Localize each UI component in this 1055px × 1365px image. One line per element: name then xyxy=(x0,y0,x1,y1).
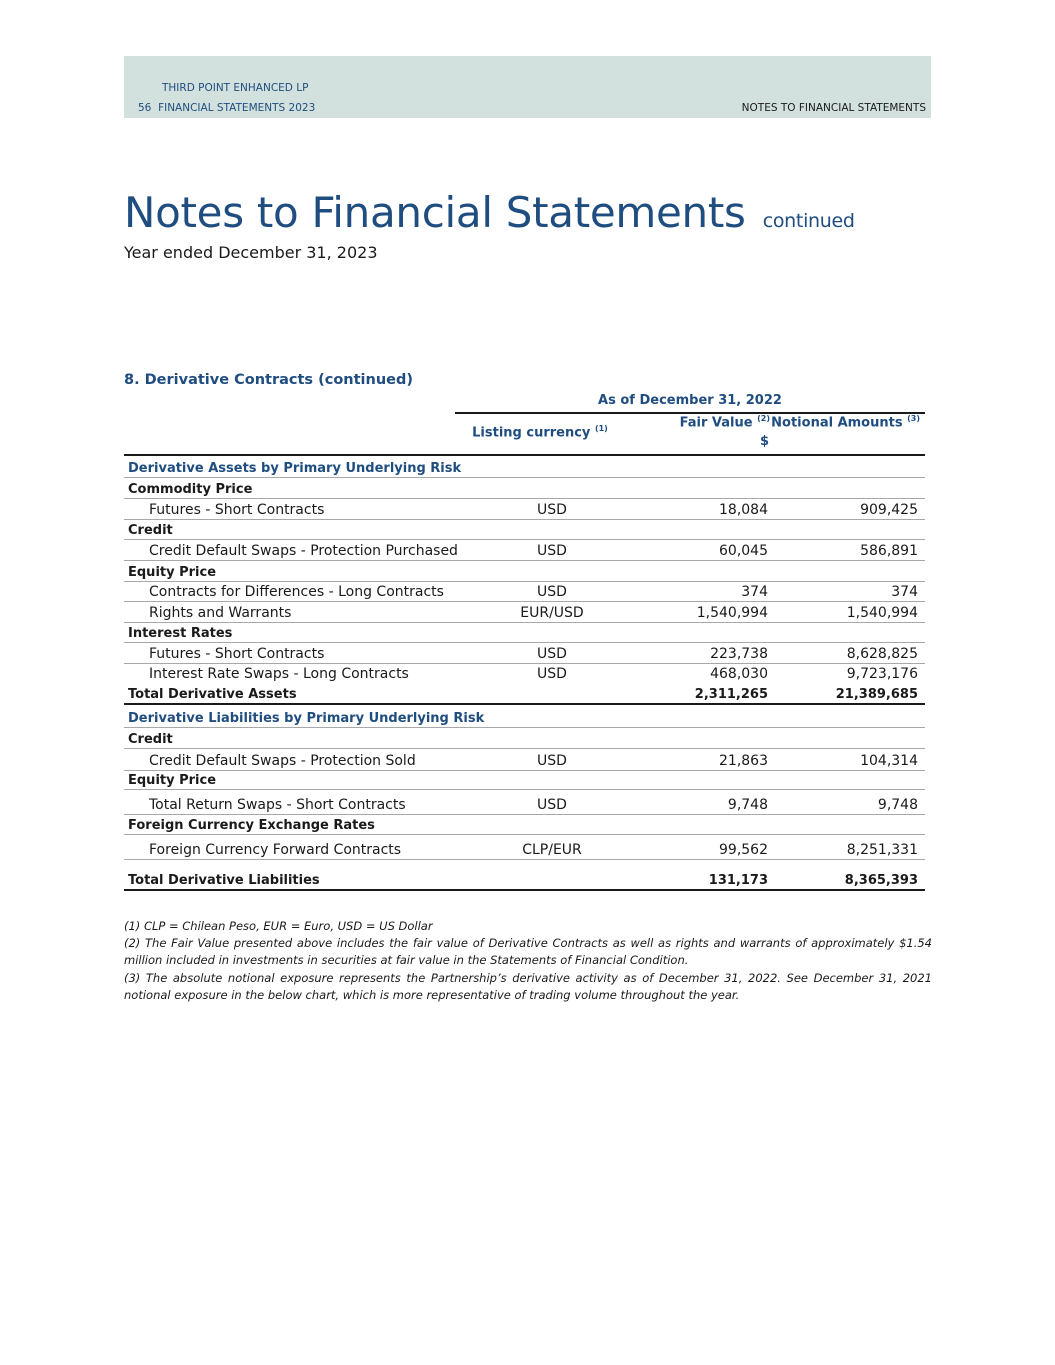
col-header-currency-label: Listing currency xyxy=(472,425,591,441)
table-row xyxy=(124,561,925,582)
row-label: Credit Default Swaps - Protection Sold xyxy=(149,753,416,769)
table-row xyxy=(124,815,925,835)
row-currency: EUR/USD xyxy=(520,605,584,621)
header-section: NOTES TO FINANCIAL STATEMENTS xyxy=(741,102,926,114)
table-row xyxy=(124,835,925,860)
row-label: Futures - Short Contracts xyxy=(149,502,325,518)
row-currency: USD xyxy=(537,543,567,559)
row-fair-value: 21,863 xyxy=(719,753,768,769)
page-title xyxy=(124,188,855,237)
header-page-number: 56 xyxy=(138,102,152,114)
row-currency: CLP/EUR xyxy=(522,842,582,858)
table-row xyxy=(124,705,925,728)
col-header-fair-value-note: (2) xyxy=(757,414,770,423)
row-fair-value: 9,748 xyxy=(727,797,768,813)
row-currency: USD xyxy=(537,753,567,769)
row-notional: 8,628,825 xyxy=(846,646,918,662)
page-subtitle: Year ended December 31, 2023 xyxy=(124,243,378,262)
table-row xyxy=(124,582,925,602)
col-header-currency-note: (1) xyxy=(594,424,608,433)
row-notional: 9,723,176 xyxy=(846,666,918,682)
table-row xyxy=(124,456,925,478)
table-row xyxy=(124,771,925,790)
row-label: Total Derivative Liabilities xyxy=(128,873,320,888)
period-header: As of December 31, 2022 xyxy=(455,390,925,414)
row-fair-value: 2,311,265 xyxy=(694,687,768,702)
row-fair-value: 99,562 xyxy=(719,842,768,858)
row-label: Total Return Swaps - Short Contracts xyxy=(149,797,406,813)
header-page-publication xyxy=(138,102,315,114)
row-notional: 586,891 xyxy=(860,543,918,559)
col-header-fair-value-unit: $ xyxy=(759,434,769,449)
row-notional: 909,425 xyxy=(860,502,918,518)
row-label: Credit Default Swaps - Protection Purchased xyxy=(149,543,458,559)
row-fair-value: 468,030 xyxy=(710,666,768,682)
footnote-1: (1) CLP = Chilean Peso, EUR = Euro, USD = US Dollar xyxy=(124,919,433,933)
section-heading: 8. Derivative Contracts (continued) xyxy=(124,372,414,388)
col-header-fair-value-label: Fair Value xyxy=(679,415,753,431)
table-row xyxy=(124,540,925,561)
table-row-total xyxy=(124,683,925,705)
row-label: Credit xyxy=(128,732,173,747)
col-header-notional xyxy=(770,414,920,430)
row-label: Credit xyxy=(128,523,173,538)
row-currency: USD xyxy=(537,797,567,813)
header-company: THIRD POINT ENHANCED LP xyxy=(162,82,309,94)
footnote-3: (3) The absolute notional exposure represents the Partnership’s derivative activity as of December 31, 2022. See December 31, 2021 notional exposure in the below chart, which is more representative of trading volume throughout the year. xyxy=(124,970,932,1002)
table-row xyxy=(124,623,925,643)
row-label: Foreign Currency Exchange Rates xyxy=(128,818,375,833)
row-label: Equity Price xyxy=(128,565,217,580)
page-title-suffix: continued xyxy=(762,210,855,232)
row-label: Contracts for Differences - Long Contracts xyxy=(149,584,444,600)
row-currency: USD xyxy=(537,584,567,600)
page-header-band xyxy=(124,56,931,118)
table-row xyxy=(124,478,925,499)
row-fair-value: 60,045 xyxy=(719,543,768,559)
col-header-notional-note: (3) xyxy=(907,414,920,423)
row-notional: 21,389,685 xyxy=(835,687,918,702)
table-row xyxy=(124,749,925,771)
table-row-total xyxy=(124,860,925,891)
row-currency: USD xyxy=(537,646,567,662)
row-label: Rights and Warrants xyxy=(149,605,292,621)
table-row xyxy=(124,602,925,623)
row-notional: 104,314 xyxy=(860,753,918,769)
row-label: Derivative Assets by Primary Underlying Risk xyxy=(128,461,462,476)
row-fair-value: 131,173 xyxy=(708,873,768,888)
row-label: Total Derivative Assets xyxy=(128,687,297,702)
footnote-2: (2) The Fair Value presented above includes the fair value of Derivative Contracts as well as rights and warrants of approximately $1.54 million included in investments in securities at fair value in the Statements of Financial Condition. xyxy=(124,936,932,968)
col-header-currency xyxy=(455,424,625,440)
row-notional: 8,365,393 xyxy=(844,873,918,888)
row-label: Derivative Liabilities by Primary Underlying Risk xyxy=(128,711,485,726)
row-label: Commodity Price xyxy=(128,482,253,497)
row-fair-value: 223,738 xyxy=(710,646,768,662)
row-fair-value: 374 xyxy=(741,584,768,600)
row-label: Interest Rate Swaps - Long Contracts xyxy=(149,666,409,682)
table-row xyxy=(124,643,925,664)
row-label: Foreign Currency Forward Contracts xyxy=(149,842,402,858)
table-row xyxy=(124,520,925,540)
header-publication: FINANCIAL STATEMENTS 2023 xyxy=(158,102,316,114)
row-notional: 374 xyxy=(891,584,918,600)
col-header-fair-value xyxy=(625,414,770,430)
table-row xyxy=(124,499,925,520)
row-notional: 9,748 xyxy=(877,797,918,813)
row-label: Equity Price xyxy=(128,773,217,788)
row-notional: 8,251,331 xyxy=(846,842,918,858)
table-row xyxy=(124,790,925,815)
footnotes xyxy=(124,918,932,1004)
row-currency: USD xyxy=(537,502,567,518)
row-notional: 1,540,994 xyxy=(846,605,918,621)
col-header-notional-label: Notional Amounts xyxy=(771,415,903,431)
row-label: Futures - Short Contracts xyxy=(149,646,325,662)
row-currency: USD xyxy=(537,666,567,682)
row-label: Interest Rates xyxy=(128,626,233,641)
page-title-text: Notes to Financial Statements xyxy=(124,188,746,237)
row-fair-value: 18,084 xyxy=(719,502,768,518)
table-row xyxy=(124,728,925,749)
row-fair-value: 1,540,994 xyxy=(696,605,768,621)
table-row xyxy=(124,664,925,683)
